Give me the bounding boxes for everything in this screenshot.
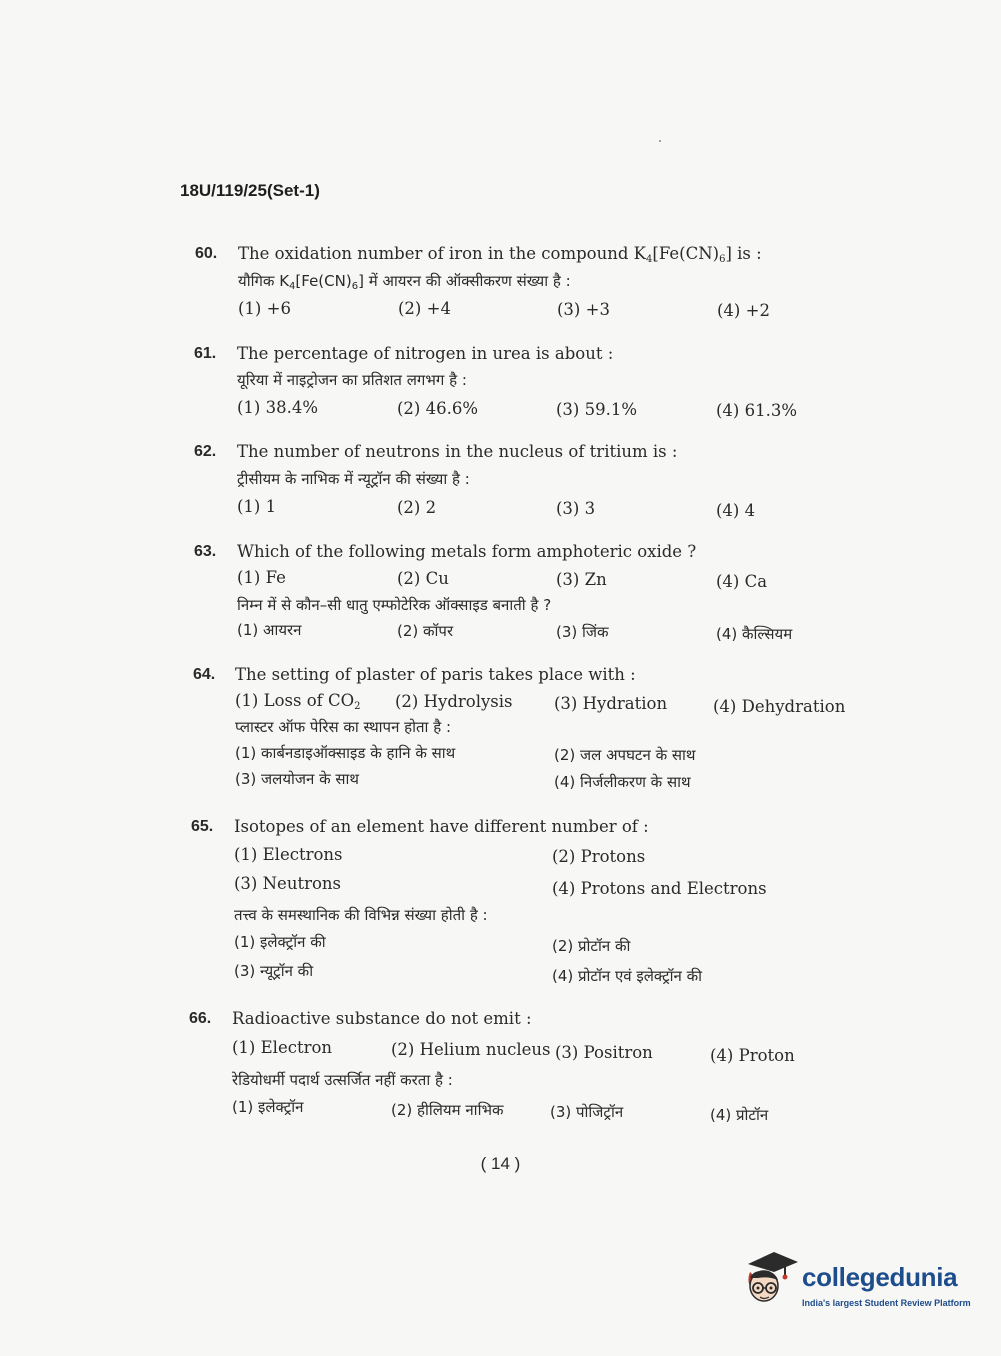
option-4: (4) +2 bbox=[717, 301, 770, 320]
question-60 bbox=[195, 241, 815, 331]
brand-tagline: India's largest Student Review Platform bbox=[802, 1298, 971, 1308]
paper-code: 18U/119/25(Set-1) bbox=[180, 181, 320, 200]
option-hi-2: (2) हीलियम नाभिक bbox=[391, 1101, 504, 1119]
question-text-en: Radioactive substance do not emit : bbox=[232, 1009, 532, 1028]
option-en-2: (2) Hydrolysis bbox=[395, 692, 513, 711]
option-1: (1) 1 bbox=[237, 497, 277, 516]
option-hi-3: (3) पोजिट्रॉन bbox=[550, 1103, 624, 1121]
question-number: 62. bbox=[194, 443, 217, 460]
option-hi-1: (1) इलेक्ट्रॉन की bbox=[234, 933, 326, 951]
option-hi-2: (2) प्रोटॉन की bbox=[552, 937, 631, 955]
option-3: (3) +3 bbox=[557, 300, 610, 319]
question-64 bbox=[193, 662, 853, 792]
option-en-2: (2) Helium nucleus bbox=[391, 1040, 551, 1059]
question-text-hi: ट्रीसीयम के नाभिक में न्यूट्रॉन की संख्या है : bbox=[237, 470, 470, 488]
option-hi-1: (1) इलेक्ट्रॉन bbox=[232, 1098, 304, 1116]
brand-name: collegedunia bbox=[802, 1262, 958, 1292]
question-62 bbox=[194, 439, 814, 529]
option-hi-3: (3) जलयोजन के साथ bbox=[235, 770, 360, 788]
question-text-en: Which of the following metals form amphoteric oxide ? bbox=[237, 542, 697, 561]
option-en-1: (1) Fe bbox=[237, 568, 286, 587]
option-1: (1) +6 bbox=[238, 299, 291, 318]
question-number: 64. bbox=[193, 666, 216, 683]
question-number: 63. bbox=[194, 543, 217, 560]
question-text-hi: यौगिक $K_4[Fe(CN)_6]$ में आयरन की ऑक्सीकरण संख्या है : bbox=[238, 272, 571, 292]
option-1: (1) 38.4% bbox=[237, 398, 319, 417]
option-en-1: (1) Electrons bbox=[234, 845, 343, 864]
option-en-4: (4) Protons and Electrons bbox=[552, 879, 767, 898]
option-hi-4: (4) प्रोटॉन एवं इलेक्ट्रॉन की bbox=[552, 967, 703, 985]
question-66 bbox=[189, 1006, 829, 1126]
option-en-3: (3) Positron bbox=[555, 1043, 653, 1062]
question-text-en: Isotopes of an element have different number of : bbox=[234, 817, 649, 836]
option-4: (4) 61.3% bbox=[716, 401, 798, 420]
option-2: (2) +4 bbox=[398, 299, 451, 318]
option-hi-2: (2) जल अपघटन के साथ bbox=[554, 746, 696, 764]
question-text-hi: रेडियोधर्मी पदार्थ उत्सर्जित नहीं करता है : bbox=[232, 1071, 453, 1089]
question-number: 60. bbox=[195, 245, 218, 262]
option-en-4: (4) Dehydration bbox=[713, 697, 846, 716]
option-en-4: (4) Ca bbox=[716, 572, 768, 591]
question-61 bbox=[194, 341, 814, 431]
option-2: (2) 46.6% bbox=[397, 399, 479, 418]
question-text-en: The number of neutrons in the nucleus of tritium is : bbox=[237, 442, 678, 461]
option-3: (3) 59.1% bbox=[556, 400, 638, 419]
option-hi-3: (3) न्यूट्रॉन की bbox=[234, 962, 314, 980]
option-en-1: (1) Electron bbox=[232, 1038, 333, 1057]
option-hi-4: (4) प्रोटॉन bbox=[710, 1106, 769, 1124]
option-hi-4: (4) निर्जलीकरण के साथ bbox=[554, 773, 691, 791]
page-number: ( 14 ) bbox=[480, 1154, 521, 1173]
option-3: (3) 3 bbox=[556, 499, 596, 518]
question-number: 66. bbox=[189, 1010, 212, 1027]
scan-speck bbox=[659, 140, 661, 142]
question-number: 61. bbox=[194, 345, 217, 362]
option-en-4: (4) Proton bbox=[710, 1046, 795, 1065]
option-en-1: (1) Loss of $CO_2$ bbox=[235, 691, 361, 712]
option-en-2: (2) Cu bbox=[397, 569, 449, 588]
question-number: 65. bbox=[191, 818, 214, 835]
option-4: (4) 4 bbox=[716, 501, 756, 520]
collegedunia-watermark bbox=[740, 1248, 970, 1318]
question-text-en: The setting of plaster of paris takes place with : bbox=[235, 665, 636, 684]
option-2: (2) 2 bbox=[397, 498, 437, 517]
option-hi-4: (4) कैल्सियम bbox=[716, 625, 793, 643]
option-hi-1: (1) आयरन bbox=[237, 621, 302, 639]
question-text-hi: तत्त्व के समस्थानिक की विभिन्न संख्या होती है : bbox=[234, 906, 488, 924]
option-hi-1: (1) कार्बनडाइऑक्साइड के हानि के साथ bbox=[235, 744, 456, 762]
option-en-3: (3) Hydration bbox=[554, 694, 668, 713]
question-text-hi: यूरिया में नाइट्रोजन का प्रतिशत लगभग है : bbox=[237, 371, 467, 389]
question-text-hi: निम्न में से कौन–सी धातु एम्फोटेरिक ऑक्साइड बनाती है ? bbox=[237, 596, 552, 614]
question-text-en: The percentage of nitrogen in urea is about : bbox=[237, 344, 614, 363]
option-en-3: (3) Zn bbox=[556, 570, 607, 589]
question-63 bbox=[194, 539, 814, 649]
question-text-en: The oxidation number of iron in the compound $K_4[Fe(CN)_6]$ is : bbox=[238, 244, 762, 265]
question-65 bbox=[191, 814, 831, 994]
mascot-icon bbox=[740, 1248, 800, 1312]
option-hi-2: (2) कॉपर bbox=[397, 622, 454, 640]
option-en-2: (2) Protons bbox=[552, 847, 646, 866]
question-text-hi: प्लास्टर ऑफ पेरिस का स्थापन होता है : bbox=[235, 718, 452, 736]
option-hi-3: (3) जिंक bbox=[556, 623, 609, 641]
option-en-3: (3) Neutrons bbox=[234, 874, 341, 893]
